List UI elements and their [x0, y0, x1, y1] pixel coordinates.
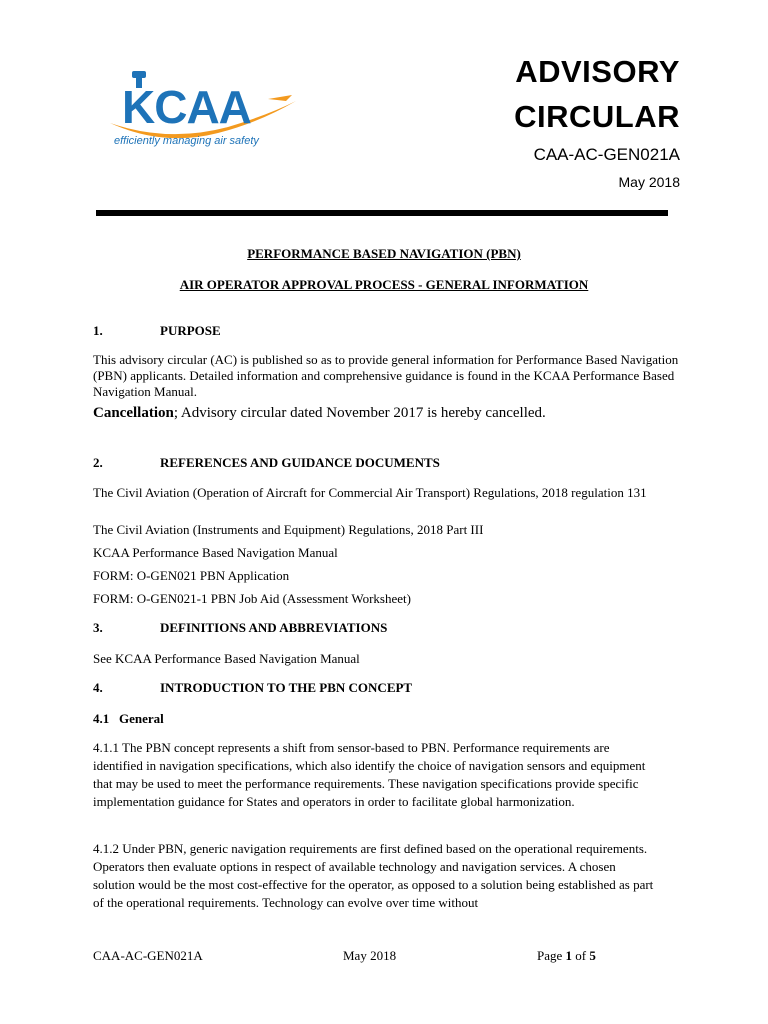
paragraph-4-1-1: 4.1.1 The PBN concept represents a shift from sensor-based to PBN. Performance requirements are identified in navigation specifications, which also identify the choice of navigation sensors and equipment that may be used to meet the performance requirements. These navigation specifications provide specific implementation guidance for States and operators in order to facilitate global harmonization. [93, 740, 646, 809]
page-current: 1 [565, 948, 573, 963]
footer-date: May 2018 [343, 948, 397, 963]
cancellation-line [93, 405, 546, 422]
reference-item: The Civil Aviation (Instruments and Equipment) Regulations, 2018 Part III [93, 522, 484, 537]
title-advisory: ADVISORY [515, 54, 680, 89]
document-heading-pbn: PERFORMANCE BASED NAVIGATION (PBN) [247, 246, 521, 261]
reference-item: FORM: O-GEN021-1 PBN Job Aid (Assessment Worksheet) [93, 591, 411, 606]
section-title-introduction: INTRODUCTION TO THE PBN CONCEPT [160, 680, 413, 695]
header-divider [96, 210, 668, 216]
section-number: 1. [93, 323, 103, 338]
section-title-definitions: DEFINITIONS AND ABBREVIATIONS [160, 620, 388, 635]
cancellation-label: Cancellation [93, 405, 174, 421]
header-doc-date: May 2018 [618, 174, 680, 190]
page-total: 5 [589, 948, 596, 963]
reference-item: KCAA Performance Based Navigation Manual [93, 545, 338, 560]
footer-page-number [537, 948, 596, 964]
section-title-purpose: PURPOSE [160, 323, 221, 338]
reference-item: The Civil Aviation (Operation of Aircraft for Commercial Air Transport) Regulations, 2018 regulation 131 [93, 485, 647, 500]
document-heading-approval: AIR OPERATOR APPROVAL PROCESS - GENERAL INFORMATION [179, 277, 589, 292]
section-number: 2. [93, 455, 103, 470]
purpose-paragraph: This advisory circular (AC) is published so as to provide general information for Performance Based Navigation (PBN) applicants. Detailed information and comprehensive guidance is found in the KCAA Performance Based Navigation Manual. [93, 352, 679, 399]
section-title-references: REFERENCES AND GUIDANCE DOCUMENTS [160, 455, 440, 470]
footer-doc-number: CAA-AC-GEN021A [93, 948, 203, 963]
section-number: 3. [93, 620, 103, 635]
title-circular: CIRCULAR [514, 99, 680, 134]
header-doc-number: CAA-AC-GEN021A [533, 145, 680, 164]
cancellation-text: ; Advisory circular dated November 2017 is hereby cancelled. [173, 405, 546, 421]
page-prefix: Page [537, 948, 566, 963]
page-of: of [572, 948, 590, 963]
kcaa-logo [108, 65, 298, 155]
definitions-text: See KCAA Performance Based Navigation Manual [93, 651, 360, 666]
reference-item: FORM: O-GEN021 PBN Application [93, 568, 290, 583]
logo-tagline: efficiently managing air safety [114, 135, 259, 147]
svg-text:KCAA: KCAA [122, 81, 251, 133]
subsection-title-general: 4.1 General [93, 711, 164, 726]
section-number: 4. [93, 680, 103, 695]
paragraph-4-1-2: 4.1.2 Under PBN, generic navigation requirements are first defined based on the operational requirements. Operators then evaluate options in respect of available technology and navigation services. A chosen solution would be the most cost-effective for the operator, as opposed to a solution being established as part of the operational requirements. Technology can evolve over time without [93, 841, 654, 910]
